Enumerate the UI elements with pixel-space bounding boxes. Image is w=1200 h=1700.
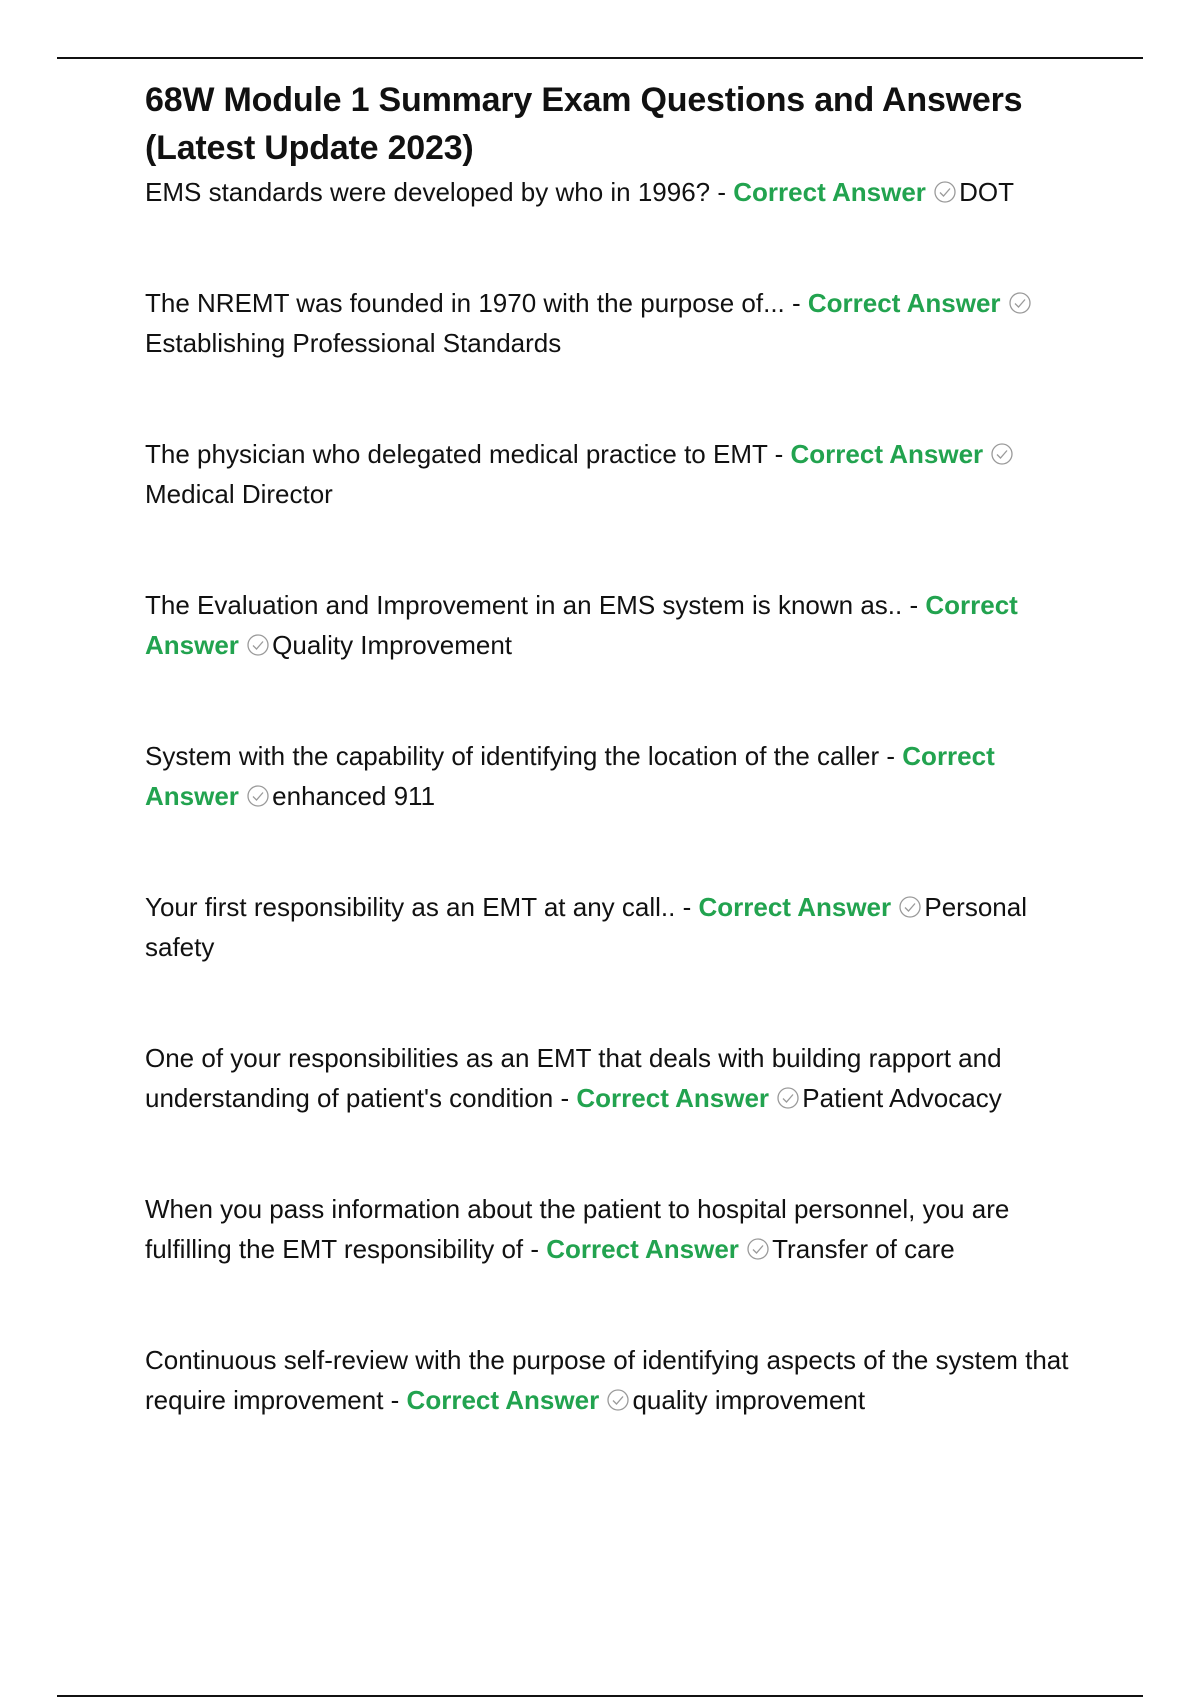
check-circle-icon [606,1388,630,1412]
separator: - [383,1385,407,1415]
qa-item [145,887,1090,967]
correct-answer-label: Correct Answer [406,1385,600,1415]
correct-answer-label: Correct Answer [546,1234,739,1264]
separator: - [902,590,926,620]
page-title: 68W Module 1 Summary Exam Questions and Answers (Latest Update 2023) [145,81,1023,167]
separator: - [879,741,903,771]
question-text: The Evaluation and Improvement in an EMS system is known as.. [145,590,903,620]
check-circle-icon [898,895,922,919]
answer-text: Patient Advocacy [802,1083,1002,1113]
answer-text: Establishing Professional Standards [145,328,562,358]
qa-item [145,434,1090,514]
qa-item [145,585,1090,665]
qa-item [145,172,1090,212]
bottom-rule [57,1695,1143,1697]
check-circle-icon [933,180,957,204]
answer-text: quality improvement [632,1385,866,1415]
separator: - [784,288,808,318]
qa-item [145,283,1090,363]
answer-text: DOT [959,177,1015,207]
separator: - [675,892,699,922]
answer-text: Transfer of care [772,1234,955,1264]
check-circle-icon [776,1086,800,1110]
top-rule [57,57,1143,59]
answer-text: Medical Director [145,479,333,509]
answer-text: enhanced 911 [272,781,436,811]
correct-answer-label: Correct Answer [576,1083,770,1113]
check-circle-icon [1008,291,1032,315]
separator: - [710,177,734,207]
correct-answer-label: Correct Answer [145,590,1018,660]
separator: - [553,1083,577,1113]
qa-item [145,1038,1090,1118]
answer-text: Quality Improvement [272,630,513,660]
correct-answer-label: Correct Answer [733,177,926,207]
correct-answer-label: Correct Answer [698,892,892,922]
qa-item [145,1189,1090,1269]
qa-item [145,736,1090,816]
question-text: Continuous self-review with the purpose of identifying aspects of the system that require improvement [145,1345,1069,1415]
separator: - [523,1234,547,1264]
check-circle-icon [990,442,1014,466]
check-circle-icon [246,633,270,657]
check-circle-icon [746,1237,770,1261]
question-text: The physician who delegated medical practice to EMT [145,439,768,469]
question-text: When you pass information about the patient to hospital personnel, you are fulfilling the EMT responsibility of [145,1194,1010,1264]
answer-text: Personal safety [145,892,1027,962]
question-text: One of your responsibilities as an EMT that deals with building rapport and understanding of patient's condition [145,1043,1002,1113]
question-text: System with the capability of identifying the location of the caller [145,741,880,771]
correct-answer-label: Correct Answer [807,288,1001,318]
separator: - [767,439,791,469]
qa-item [145,1340,1090,1420]
question-text: EMS standards were developed by who in 1996? [145,177,711,207]
correct-answer-label: Correct Answer [145,741,995,811]
check-circle-icon [246,784,270,808]
correct-answer-label: Correct Answer [790,439,984,469]
question-text: The NREMT was founded in 1970 with the purpose of... [145,288,785,318]
document-body [145,76,1090,1420]
question-text: Your first responsibility as an EMT at any call.. [145,892,676,922]
